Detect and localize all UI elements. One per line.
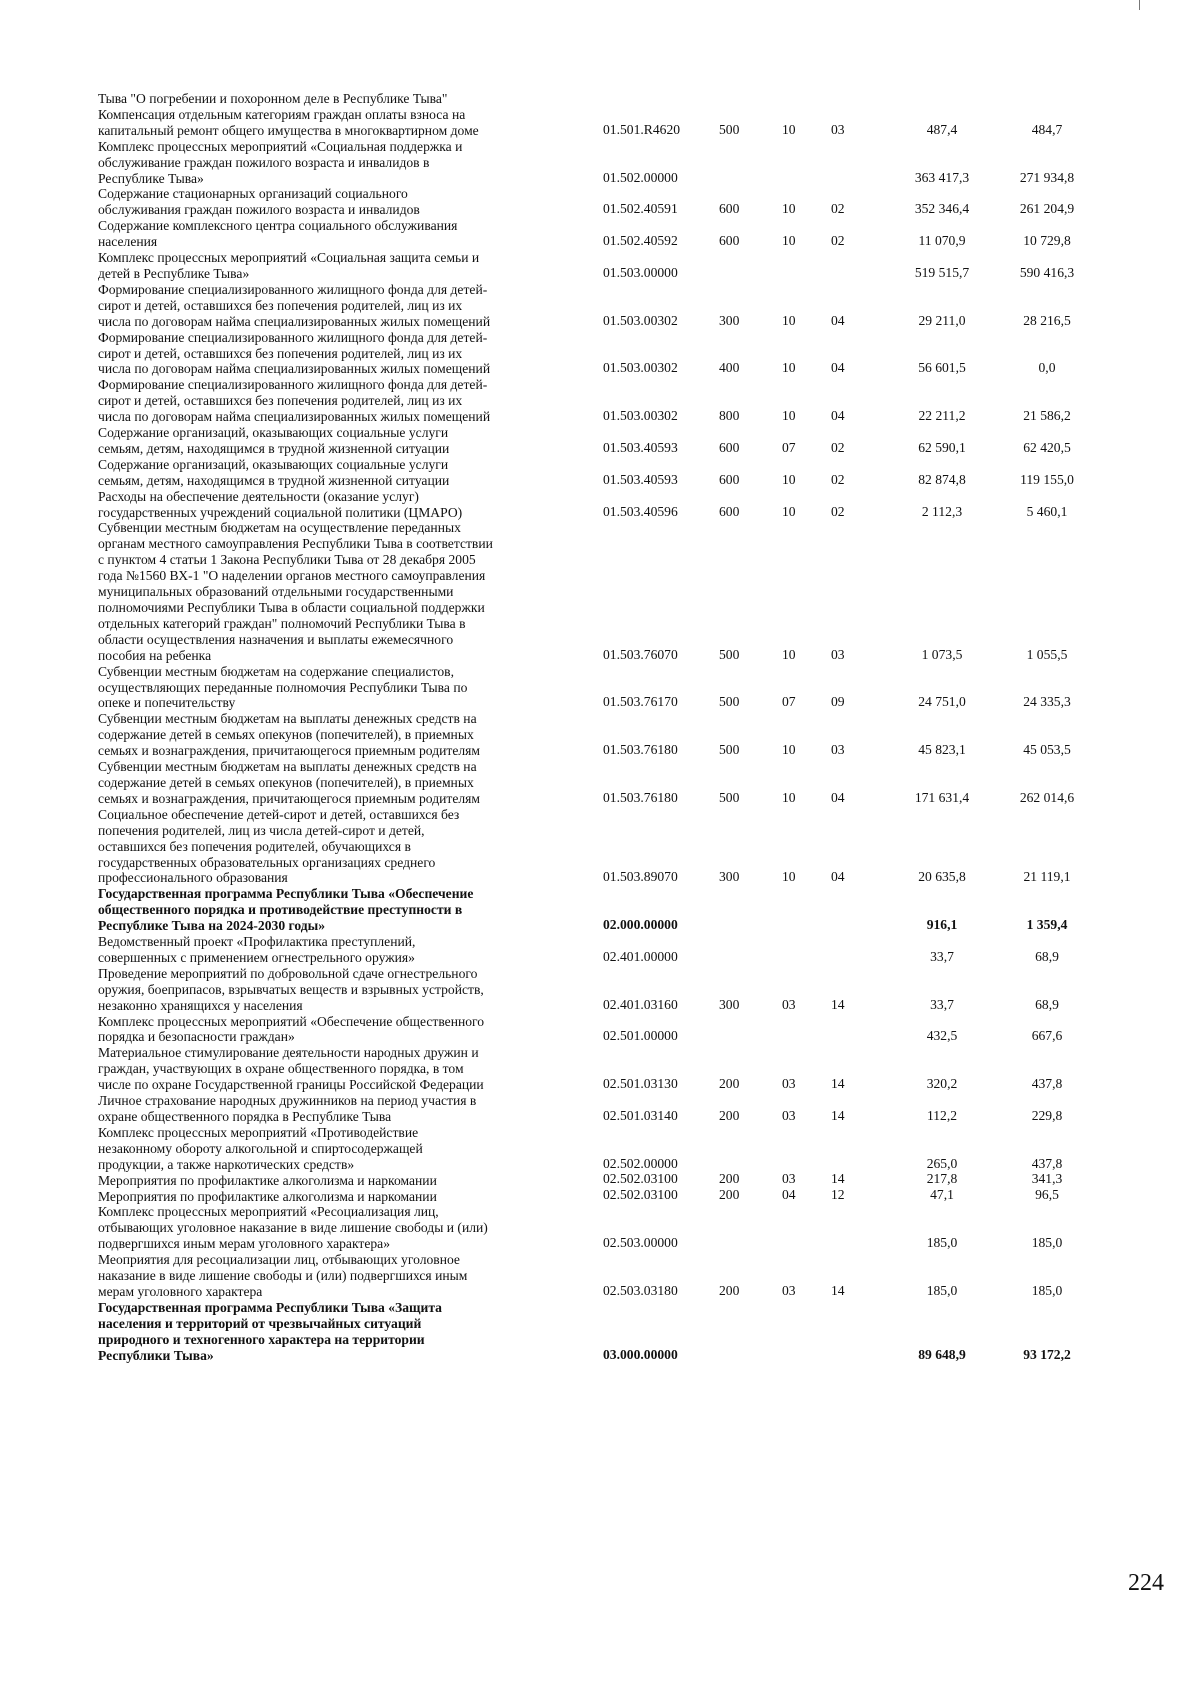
row-amount-1: 56 601,5 [918, 360, 966, 376]
budget-table [98, 91, 1128, 1364]
row-amount-1: 2 112,3 [921, 503, 963, 519]
row-subsection: 02 [831, 439, 845, 455]
table-row [98, 1045, 1128, 1093]
row-amount-1: 112,2 [926, 1108, 958, 1123]
table-row [98, 457, 1128, 489]
row-description: Проведение мероприятий по добровольной сдаче огнестрельного оружия, боеприпасов, взрывчатых веществ и взрывных устройств, незаконно хранящихся у населения [98, 965, 484, 1013]
row-amount-2: 341,3 [1031, 1170, 1063, 1186]
row-description: Формирование специализированного жилищного фонда для детей- сирот и детей, оставшихся без попечения родителей, лиц из их числа по договорам найма специализированных жилых помещений [98, 281, 491, 329]
row-program-code: 02.501.03130 [603, 1076, 678, 1092]
row-program-code: 01.501.R4620 [603, 121, 681, 137]
row-amount-1: 45 823,1 [918, 742, 966, 758]
table-row [98, 139, 1128, 187]
row-amount-1: 22 211,2 [918, 408, 966, 424]
row-program-code: 01.503.40593 [603, 439, 678, 455]
row-amount-2: 229,8 [1031, 1108, 1063, 1123]
row-expense-type: 200 [719, 1108, 740, 1123]
page-number: 224 [1128, 1570, 1164, 1596]
row-subsection: 14 [831, 1282, 845, 1298]
table-row [98, 1186, 1128, 1205]
table-row [98, 886, 1128, 934]
row-amount-2: 5 460,1 [1026, 503, 1068, 519]
row-subsection: 02 [831, 471, 845, 487]
row-expense-type: 200 [719, 1076, 740, 1092]
table-row [98, 218, 1128, 250]
row-amount-2: 185,0 [1031, 1235, 1063, 1251]
row-expense-type: 500 [719, 121, 740, 137]
row-expense-type: 600 [719, 439, 740, 455]
row-amount-1: 217,8 [926, 1170, 958, 1186]
row-amount-1: 171 631,4 [914, 789, 970, 805]
row-subsection: 02 [831, 233, 845, 249]
row-amount-2: 28 216,5 [1023, 312, 1071, 328]
row-description: Меоприятия для ресоциализации лиц, отбывающих уголовное наказание в виде лишение свободы и (или) подвергшихся иным мерам уголовного характера [98, 1252, 468, 1299]
row-amount-1: 916,1 [926, 917, 958, 933]
row-expense-type: 600 [719, 471, 740, 487]
row-section: 03 [782, 1108, 796, 1123]
row-amount-1: 11 070,9 [918, 233, 966, 249]
row-amount-1: 29 211,0 [918, 312, 966, 328]
row-description: Комплекс процессных мероприятий «Обеспечение общественного порядка и безопасности граждан» [98, 1013, 485, 1045]
row-expense-type: 500 [719, 789, 740, 805]
row-description: Комплекс процессных мероприятий «Противодействие незаконному обороту алкогольной и спиртосодержащей продукции, а также наркотических средств» [98, 1124, 423, 1172]
row-expense-type: 500 [719, 694, 740, 710]
row-description: Государственная программа Республики Тыва «Обеспечение общественного порядка и противодействие преступности в Республике Тыва на 2024-2030 годы» [98, 886, 474, 934]
row-description: Расходы на обеспечение деятельности (оказание услуг) государственных учреждений социальной политики (ЦМАРО) [98, 488, 463, 520]
row-subsection: 03 [831, 742, 845, 758]
row-amount-2: 45 053,5 [1023, 742, 1071, 758]
row-expense-type: 800 [719, 408, 740, 424]
row-section: 10 [782, 869, 796, 885]
row-section: 03 [782, 1076, 796, 1092]
table-row [98, 282, 1128, 330]
row-description: Комплекс процессных мероприятий «Социальная поддержка и обслуживание граждан пожилого возраста и инвалидов в Республике Тыва» [98, 138, 463, 186]
row-program-code: 01.503.00302 [603, 312, 678, 328]
row-description: Субвенции местным бюджетам на выплаты денежных средств на содержание детей в семьях опекунов (попечителей), в приемных семьях и вознаграждения, причитающегося приемным родителям [98, 759, 481, 806]
row-subsection: 04 [831, 360, 845, 376]
row-amount-2: 667,6 [1031, 1028, 1063, 1044]
row-section: 10 [782, 503, 796, 519]
row-amount-1: 20 635,8 [918, 869, 966, 885]
row-section: 07 [782, 694, 796, 710]
row-program-code: 01.503.00000 [603, 264, 678, 280]
table-row [98, 966, 1128, 1014]
row-amount-1: 185,0 [926, 1282, 958, 1298]
row-program-code: 01.503.40596 [603, 503, 678, 519]
row-amount-1: 487,4 [926, 121, 958, 137]
table-row [98, 759, 1128, 807]
table-row [98, 425, 1128, 457]
row-section: 10 [782, 360, 796, 376]
row-description: Субвенции местным бюджетам на содержание специалистов, осуществляющих переданные полномочия Республики Тыва по опеке и попечительству [98, 663, 468, 711]
row-expense-type: 300 [719, 996, 740, 1012]
row-subsection: 14 [831, 1108, 845, 1123]
row-amount-1: 33,7 [930, 996, 954, 1012]
row-section: 10 [782, 233, 796, 249]
row-amount-1: 82 874,8 [918, 471, 966, 487]
row-amount-2: 68,9 [1035, 948, 1059, 964]
row-amount-1: 89 648,9 [918, 1346, 966, 1362]
table-row [98, 186, 1128, 218]
row-program-code: 02.502.00000 [603, 1155, 678, 1171]
row-amount-2: 119 155,0 [1020, 471, 1074, 487]
row-amount-2: 437,8 [1031, 1155, 1063, 1171]
scan-edge-mark [1139, 0, 1140, 10]
row-expense-type: 600 [719, 503, 740, 519]
table-row [98, 711, 1128, 759]
row-subsection: 03 [831, 121, 845, 137]
row-amount-1: 24 751,0 [918, 694, 966, 710]
row-expense-type: 300 [719, 312, 740, 328]
row-expense-type: 500 [719, 646, 740, 662]
row-amount-2: 261 204,9 [1019, 201, 1075, 217]
row-amount-2: 185,0 [1031, 1282, 1063, 1298]
row-amount-2: 21 586,2 [1023, 408, 1071, 424]
row-program-code: 02.000.00000 [603, 917, 678, 933]
row-description: Комплекс процессных мероприятий «Социальная защита семьи и детей в Республике Тыва» [98, 250, 480, 281]
table-row [98, 1204, 1128, 1252]
row-description: Социальное обеспечение детей-сирот и детей, оставшихся без попечения родителей, лиц из числа детей-сирот и детей, оставшихся без попечения родителей, обучающихся в государственных образовательных организациях среднего профессионального образования [98, 806, 460, 886]
row-amount-1: 432,5 [926, 1028, 958, 1044]
row-amount-2: 1 359,4 [1026, 917, 1068, 933]
row-section: 04 [782, 1186, 796, 1202]
row-amount-1: 1 073,5 [921, 646, 963, 662]
row-program-code: 02.503.03180 [603, 1282, 678, 1298]
row-expense-type: 300 [719, 869, 740, 885]
row-description: Ведомственный проект «Профилактика преступлений, совершенных с применением огнестрельного оружия» [98, 934, 416, 965]
row-section: 03 [782, 1170, 796, 1186]
row-subsection: 02 [831, 201, 845, 217]
row-description: Содержание организаций, оказывающих социальные услуги семьям, детям, находящимся в трудной жизненной ситуации [98, 425, 450, 456]
row-subsection: 14 [831, 1076, 845, 1092]
table-row [98, 91, 1128, 107]
row-section: 10 [782, 742, 796, 758]
row-expense-type: 200 [719, 1170, 740, 1186]
row-description: Компенсация отдельным категориям граждан оплаты взноса на капитальный ремонт общего имущества в многоквартирном доме [98, 106, 479, 138]
table-row [98, 250, 1128, 282]
table-row [98, 1125, 1128, 1173]
row-section: 10 [782, 471, 796, 487]
table-row [98, 1014, 1128, 1046]
row-expense-type: 600 [719, 201, 740, 217]
row-description: Содержание организаций, оказывающих социальные услуги семьям, детям, находящимся в трудной жизненной ситуации [98, 456, 450, 488]
row-expense-type: 200 [719, 1282, 740, 1298]
row-description: Содержание стационарных организаций социального обслуживания граждан пожилого возраста и инвалидов [98, 186, 420, 218]
row-section: 10 [782, 201, 796, 217]
table-row [98, 934, 1128, 966]
row-amount-1: 185,0 [926, 1235, 958, 1251]
row-description: Формирование специализированного жилищного фонда для детей- сирот и детей, оставшихся без попечения родителей, лиц из их числа по договорам найма специализированных жилых помещений [98, 377, 491, 425]
row-subsection: 04 [831, 312, 845, 328]
row-amount-2: 484,7 [1031, 121, 1063, 137]
row-amount-1: 62 590,1 [918, 439, 966, 455]
row-subsection: 09 [831, 694, 845, 710]
row-program-code: 01.503.00302 [603, 408, 678, 424]
row-amount-1: 363 417,3 [914, 169, 970, 185]
row-program-code: 03.000.00000 [603, 1346, 678, 1362]
table-row [98, 377, 1128, 425]
row-amount-2: 62 420,5 [1023, 439, 1071, 455]
row-amount-2: 590 416,3 [1019, 264, 1075, 280]
row-program-code: 02.502.03100 [603, 1170, 678, 1186]
row-program-code: 02.501.03140 [603, 1108, 678, 1123]
row-expense-type: 200 [719, 1186, 740, 1202]
table-row [98, 489, 1128, 521]
row-subsection: 14 [831, 996, 845, 1012]
row-section: 10 [782, 121, 796, 137]
row-expense-type: 500 [719, 742, 740, 758]
row-description: Государственная программа Республики Тыва «Защита населения и территорий от чрезвычайных ситуаций природного и техногенного характера на территории Республики Тыва» [98, 1299, 442, 1363]
row-program-code: 01.503.00302 [603, 360, 678, 376]
row-program-code: 01.503.76180 [603, 742, 678, 758]
row-program-code: 02.401.00000 [603, 948, 678, 964]
row-expense-type: 600 [719, 233, 740, 249]
row-subsection: 04 [831, 789, 845, 805]
table-row [98, 520, 1128, 663]
row-program-code: 02.503.00000 [603, 1235, 678, 1251]
row-amount-1: 265,0 [926, 1155, 958, 1171]
row-amount-2: 93 172,2 [1023, 1346, 1071, 1362]
row-description: Личное страхование народных дружинников на период участия в охране общественного порядка в Республике Тыва [98, 1093, 477, 1124]
row-program-code: 01.503.76070 [603, 646, 678, 662]
row-amount-2: 0,0 [1038, 360, 1056, 376]
row-program-code: 01.502.40591 [603, 201, 678, 217]
row-amount-2: 437,8 [1031, 1076, 1063, 1092]
row-section: 07 [782, 439, 796, 455]
row-program-code: 01.502.00000 [603, 169, 678, 185]
row-description: Комплекс процессных мероприятий «Ресоциализация лиц, отбывающих уголовное наказание в виде лишение свободы и (или) подвергшихся иным мерам уголовного характера» [98, 1204, 488, 1252]
row-description: Материальное стимулирование деятельности народных дружин и граждан, участвующих в охране общественного порядка, в том числе по охране Государственной границы Российской Федерации [98, 1045, 484, 1093]
row-section: 03 [782, 996, 796, 1012]
row-amount-2: 10 729,8 [1023, 233, 1071, 249]
row-amount-2: 68,9 [1035, 996, 1059, 1012]
row-amount-2: 24 335,3 [1023, 694, 1071, 710]
row-section: 03 [782, 1282, 796, 1298]
row-program-code: 01.503.76170 [603, 694, 678, 710]
table-row [98, 1093, 1128, 1125]
row-description: Субвенции местным бюджетам на осуществление переданных органам местного самоуправления Республики Тыва в соответствии с пунктом 4 статьи 1 Закона Республики Тыва от 28 декабря 2005 года №1560 ВХ-1 "О наделении органов местного самоуправления муниципальных образований отдельными государственными полномочиями Республики Тыва в области социальной поддержки отдельных категорий граждан" полномочий Республики Тыва в области осуществления назначения и выплаты ежемесячного пособия на ребенка [98, 520, 493, 663]
row-subsection: 03 [831, 646, 845, 662]
table-row [98, 107, 1128, 139]
row-program-code: 01.503.40593 [603, 471, 678, 487]
row-amount-1: 352 346,4 [914, 201, 970, 217]
row-amount-2: 21 119,1 [1023, 869, 1071, 885]
table-row [98, 807, 1128, 887]
row-description: Формирование специализированного жилищного фонда для детей- сирот и детей, оставшихся без попечения родителей, лиц из их числа по договорам найма специализированных жилых помещений [98, 329, 491, 377]
row-subsection: 12 [831, 1186, 845, 1202]
row-subsection: 04 [831, 869, 845, 885]
row-description: Тыва "О погребении и похоронном деле в Республике Тыва" [98, 91, 448, 106]
row-expense-type: 400 [719, 360, 740, 376]
row-program-code: 02.501.00000 [603, 1028, 678, 1044]
table-row [98, 1252, 1128, 1300]
row-program-code: 01.503.89070 [603, 869, 678, 885]
row-subsection: 04 [831, 408, 845, 424]
row-subsection: 14 [831, 1170, 845, 1186]
row-section: 10 [782, 646, 796, 662]
row-amount-2: 262 014,6 [1019, 789, 1075, 805]
row-amount-1: 320,2 [926, 1076, 958, 1092]
row-amount-2: 271 934,8 [1019, 169, 1075, 185]
table-row [98, 664, 1128, 712]
row-amount-1: 33,7 [930, 948, 954, 964]
row-program-code: 01.502.40592 [603, 233, 678, 249]
row-program-code: 02.502.03100 [603, 1186, 678, 1202]
table-row [98, 330, 1128, 378]
row-section: 10 [782, 408, 796, 424]
row-section: 10 [782, 312, 796, 328]
row-program-code: 02.401.03160 [603, 996, 678, 1012]
row-section: 10 [782, 789, 796, 805]
row-amount-1: 519 515,7 [914, 264, 970, 280]
row-description: Содержание комплексного центра социального обслуживания населения [98, 218, 458, 250]
row-subsection: 02 [831, 503, 845, 519]
row-description: Мероприятия по профилактике алкоголизма и наркомании [98, 1172, 437, 1188]
row-program-code: 01.503.76180 [603, 789, 678, 805]
row-description: Субвенции местным бюджетам на выплаты денежных средств на содержание детей в семьях опекунов (попечителей), в приемных семьях и вознаграждения, причитающегося приемным родителям [98, 711, 481, 759]
table-row [98, 1300, 1128, 1364]
row-amount-2: 1 055,5 [1026, 646, 1068, 662]
row-description: Мероприятия по профилактике алкоголизма и наркомании [98, 1188, 437, 1204]
row-amount-2: 96,5 [1035, 1186, 1059, 1202]
row-amount-1: 47,1 [930, 1186, 954, 1202]
